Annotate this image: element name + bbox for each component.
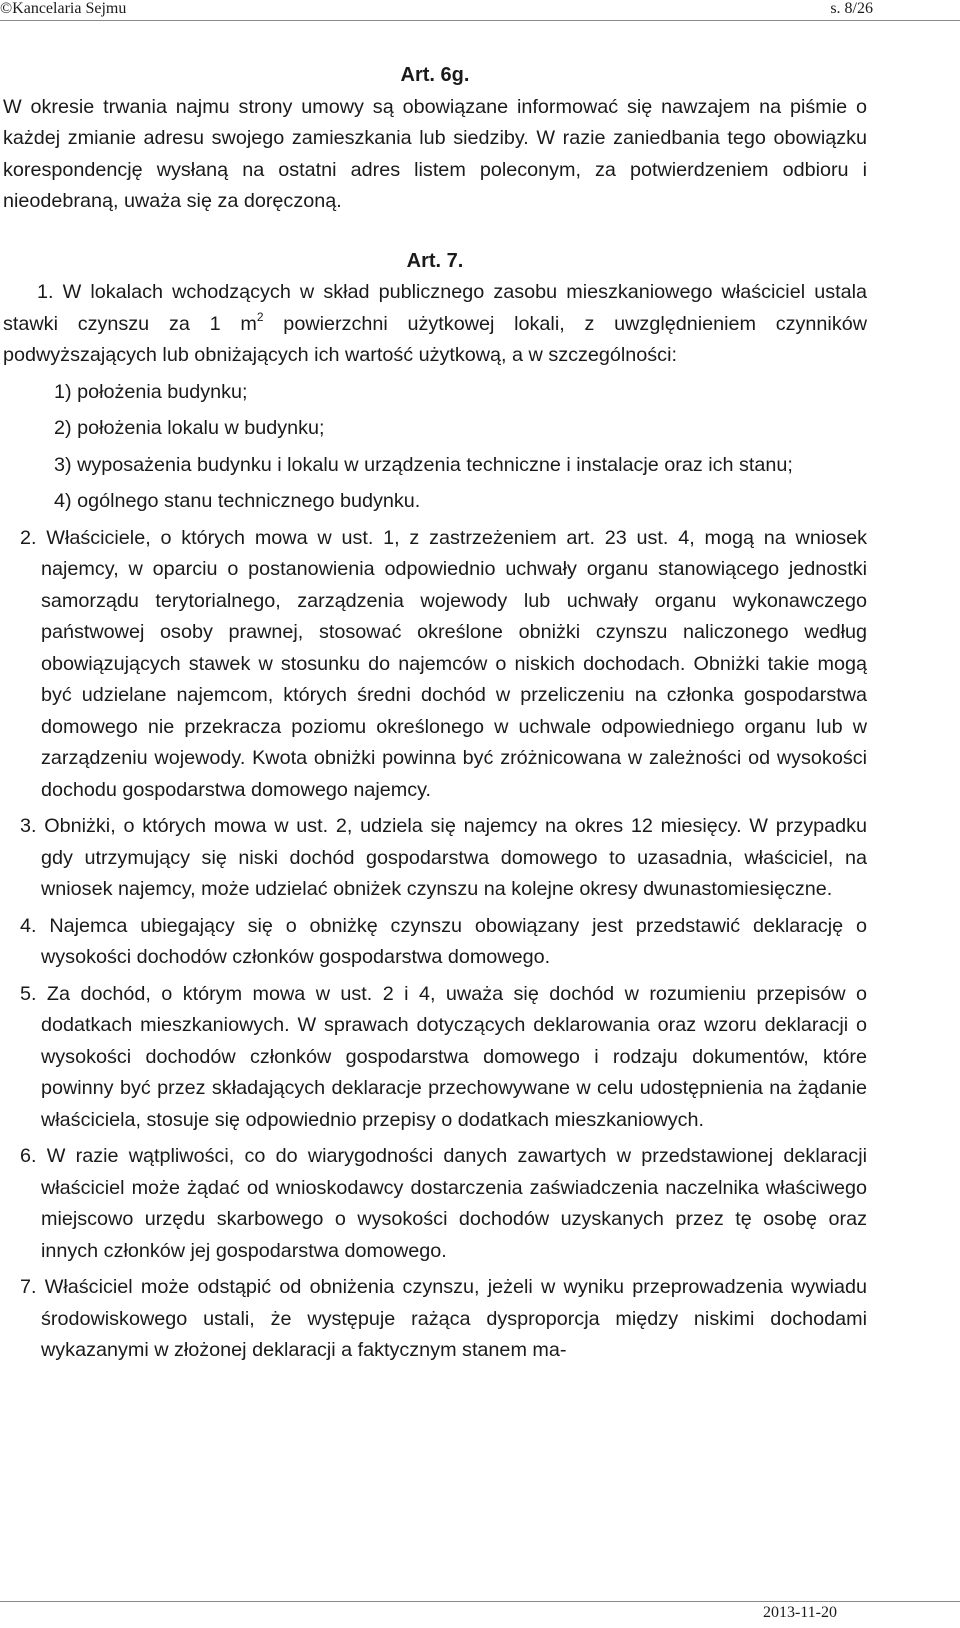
footer-date: 2013-11-20	[762, 1604, 837, 1621]
article-7-ust-2: 2. Właściciele, o których mowa w ust. 1, z zastrzeżeniem art. 23 ust. 4, mogą na wniosek najemcy, w oparciu o postanowienia odpowiednio uchwały organu stanowiącego jednostki samorządu terytorialnego, zarządzenia wojewody lub uchwały organu wykonawczego państwowej osoby prawnej, stosować określone obniżki czynszu naliczonego według obowiązujących stawek w stosunku do najemców o niskich dochodach. Obniżki takie mogą być udzielane najemcom, których średni dochód w przeliczeniu na członka gospodarstwa domowego nie przekracza poziomu określonego w uchwale odpowiedniego organu lub w zarządzeniu wojewody. Kwota obniżki powinna być zróżnicowana w zależności od wysokości dochodu gospodarstwa domowego najemcy.	[20, 526, 867, 801]
article-7-title: Art. 7.	[406, 249, 464, 272]
article-7-ust-7: 7. Właściciel może odstąpić od obniżenia czynszu, jeżeli w wyniku przeprowadzenia wywiadu środowiskowego ustali, że występuje rażąca dysproporcja między niskimi dochodami wykazanymi w złożonej deklaracji a faktycznym stanem ma-	[20, 1276, 867, 1361]
footer-divider	[0, 1601, 960, 1602]
article-7-ust-4: 4. Najemca ubiegający się o obniżkę czynszu obowiązany jest przedstawić deklarację o wysokości dochodów członków gospodarstwa domowego.	[20, 914, 867, 968]
copyright-label: ©Kancelaria Sejmu	[0, 0, 127, 17]
article-6g-title: Art. 6g.	[400, 64, 470, 86]
article-7-ust-1: 1. W lokalach wchodzących w skład publicznego zasobu mieszkaniowego właściciel ustala stawki czynszu za 1 $m^2$ powierzchni użytkowej lokali, z uwzględnieniem czynników podwyższających lub obniżających ich wartość użytkową, a w szczególności:	[3, 281, 867, 366]
document-body	[3, 60, 867, 1367]
article-6g-text: W okresie trwania najmu strony umowy są obowiązane informować się nawzajem na piśmie o każdej zmianie adresu swojego zamieszkania lub siedziby. W razie zaniedbania tego obowiązku korespondencję wysłaną na ostatni adres listem poleconym, za potwierdzeniem odbioru i nieodebraną, uważa się za doręczoną.	[3, 95, 867, 212]
article-7-ust-3: 3. Obniżki, o których mowa w ust. 2, udziela się najemcy na okres 12 miesięcy. W przypadku gdy utrzymujący się niski dochód gospodarstwa domowego to uzasadnia, właściciel, na wniosek najemcy, może udzielać obniżek czynszu na kolejne okresy dwunastomiesięczne.	[20, 815, 867, 900]
page-number: s. 8/26	[830, 0, 873, 17]
superscript-2: 2	[256, 309, 264, 324]
article-7-ust-5: 5. Za dochód, o którym mowa w ust. 2 i 4, uważa się dochód w rozumieniu przepisów o dodatkach mieszkaniowych. W sprawach dotyczących deklarowania oraz wzoru deklaracji o wysokości dochodów członków gospodarstwa domowego i rodzaju dokumentów, które powinny być przez składających deklaracje przechowywane w celu udostępnienia na żądanie właściciela, stosuje się odpowiednio przepisy o dodatkach mieszkaniowych.	[20, 982, 867, 1131]
article-7-ust-6: 6. W razie wątpliwości, co do wiarygodności danych zawartych w przedstawionej deklaracji właściciel może żądać od wnioskodawcy dostarczenia zaświadczenia naczelnika właściwego miejscowo urzędu skarbowego o wysokości dochodów uzyskanych przez tę osobę oraz innych członków jej gospodarstwa domowego.	[20, 1145, 867, 1262]
list-item: 1) położenia budynku;	[54, 380, 248, 403]
list-item: 2) położenia lokalu w budynku;	[54, 417, 325, 439]
header-divider	[0, 20, 960, 21]
article-7-points-list	[3, 377, 867, 518]
list-item: 4) ogólnego stanu technicznego budynku.	[54, 490, 421, 512]
list-item: 3) wyposażenia budynku i lokalu w urządzenia techniczne i instalacje oraz ich stanu;	[54, 453, 793, 476]
page-header	[0, 0, 960, 22]
